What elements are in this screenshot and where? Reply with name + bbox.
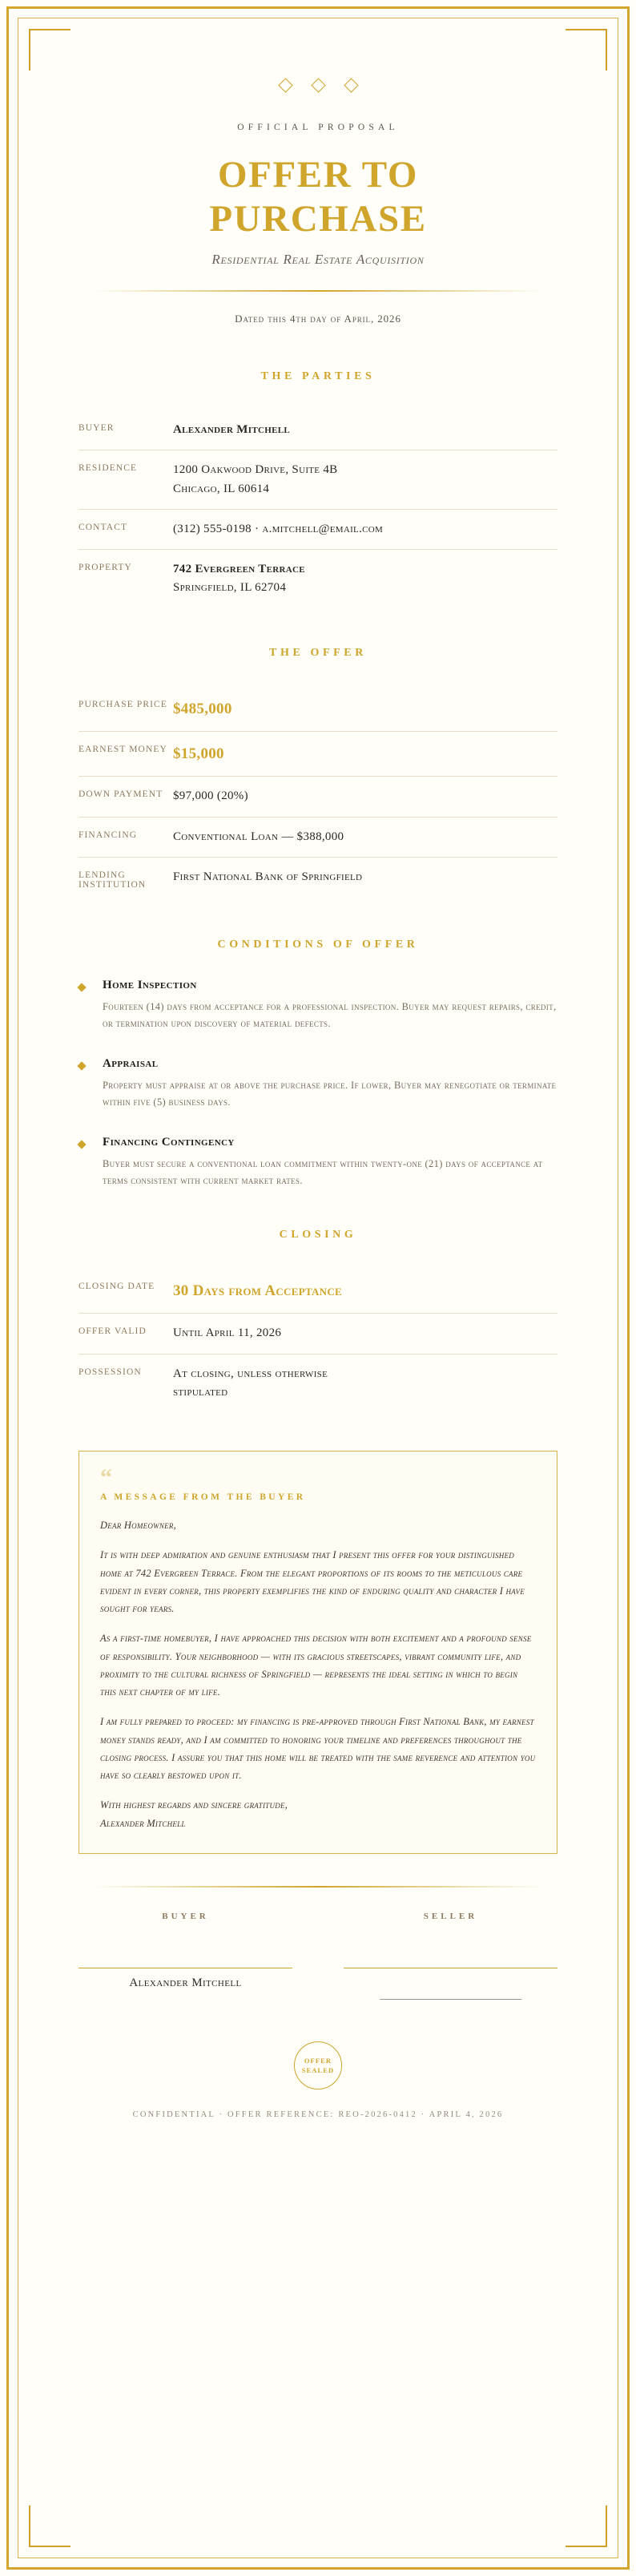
detail-label: OFFER VALID bbox=[78, 1326, 147, 1337]
signature-role-buyer: BUYER bbox=[162, 1911, 209, 1921]
offer-sealed-stamp-icon bbox=[294, 2041, 342, 2089]
diamond-ornament-row bbox=[78, 80, 558, 91]
condition-title: Home Inspection bbox=[103, 978, 197, 991]
section-closing bbox=[78, 1229, 558, 1412]
table-row bbox=[78, 510, 558, 550]
page-title-line-1: OFFER TO bbox=[217, 154, 419, 196]
buyer-message-heading: A MESSAGE FROM THE BUYER bbox=[100, 1492, 306, 1503]
diamond-ornament-icon bbox=[311, 78, 325, 92]
section-heading-parties: THE PARTIES bbox=[260, 370, 376, 383]
detail-value-purchase-price: $485,000 bbox=[173, 700, 232, 717]
detail-value-financing: Conventional Loan — $388,000 bbox=[173, 830, 344, 843]
signature-blank-rule-seller bbox=[380, 1999, 521, 2000]
quote-mark-icon: “ bbox=[100, 1464, 112, 1492]
message-salutation: Dear Homeowner, bbox=[100, 1520, 177, 1532]
gradient-divider-footer bbox=[93, 1886, 543, 1888]
condition-text: Fourteen (14) days from acceptance for a professional inspection. Buyer may request repairs, credit, or termination upon discovery of material defects. bbox=[103, 1000, 557, 1030]
message-paragraph-3: I am fully prepared to proceed: my financing is pre-approved through First National Bank, my earnest money stands ready, and I am committed to honoring your timeline and preferences throughout the closing process. I assure you that this home will be treated with the same reverence and attention you have so clearly bestowed upon it. bbox=[100, 1716, 536, 1782]
section-heading-offer: THE OFFER bbox=[269, 646, 367, 659]
list-item bbox=[78, 1057, 558, 1112]
parties-detail-table bbox=[78, 410, 558, 608]
message-signoff-text: With highest regards and sincere gratitude, bbox=[100, 1799, 288, 1811]
table-row bbox=[78, 858, 558, 900]
seal-line-2: SEALED bbox=[301, 2065, 335, 2074]
section-conditions bbox=[78, 939, 558, 1190]
condition-body bbox=[103, 1057, 558, 1112]
detail-label: PURCHASE PRICE bbox=[78, 699, 167, 709]
condition-body bbox=[103, 1136, 558, 1190]
list-item bbox=[78, 979, 558, 1033]
signature-column-seller bbox=[344, 1912, 558, 2000]
condition-text: Property must appraise at or above the purchase price. If lower, Buyer may renegotiate or terminate within five (5) business days. bbox=[103, 1079, 557, 1108]
table-row bbox=[78, 818, 558, 858]
detail-value-primary: (312) 555-0198 · a.mitchell@email.com bbox=[173, 522, 384, 535]
closing-detail-table bbox=[78, 1269, 558, 1412]
document-subtitle: Residential Real Estate Acquisition bbox=[211, 252, 425, 268]
seal-line-1: OFFER bbox=[304, 2056, 332, 2065]
diamond-bullet-icon bbox=[77, 1061, 86, 1070]
signature-name-seller bbox=[344, 1976, 558, 1994]
detail-label: PROPERTY bbox=[78, 563, 132, 573]
page-title-line-2: PURCHASE bbox=[209, 197, 427, 240]
condition-body bbox=[103, 979, 558, 1033]
detail-value-possession bbox=[173, 1365, 328, 1403]
message-signoff bbox=[100, 1796, 536, 1832]
table-row bbox=[78, 1314, 558, 1354]
buyer-message-card bbox=[78, 1451, 558, 1854]
detail-label: POSSESSION bbox=[78, 1367, 142, 1377]
table-row bbox=[78, 687, 558, 732]
table-row bbox=[78, 1269, 558, 1314]
detail-label: RESIDENCE bbox=[78, 463, 138, 474]
footer-note: CONFIDENTIAL · OFFER REFERENCE: REO-2026-0412 · APRIL 4, 2026 bbox=[132, 2110, 504, 2119]
diamond-bullet-icon bbox=[77, 983, 86, 991]
signature-area bbox=[78, 1886, 558, 2000]
detail-label: BUYER bbox=[78, 423, 115, 434]
detail-value-secondary: stipulated bbox=[173, 1385, 228, 1399]
corner-bracket-bottom-left bbox=[29, 2505, 70, 2547]
detail-value bbox=[173, 560, 305, 598]
detail-value-primary: Alexander Mitchell bbox=[173, 423, 290, 437]
table-row bbox=[78, 1355, 558, 1413]
section-heading-closing: CLOSING bbox=[279, 1228, 357, 1241]
list-item bbox=[78, 1136, 558, 1190]
signature-role-seller: SELLER bbox=[423, 1911, 478, 1921]
table-row bbox=[78, 732, 558, 777]
detail-label: LENDING INSTITUTION bbox=[78, 870, 147, 890]
diamond-ornament-icon bbox=[278, 78, 292, 92]
document-eyebrow: OFFICIAL PROPOSAL bbox=[237, 123, 399, 132]
detail-value-primary: At closing, unless otherwise bbox=[173, 1367, 328, 1380]
section-parties bbox=[78, 370, 558, 608]
diamond-ornament-icon bbox=[344, 78, 358, 92]
detail-label: EARNEST MONEY bbox=[78, 744, 167, 754]
table-row bbox=[78, 410, 558, 450]
section-heading-conditions: CONDITIONS OF OFFER bbox=[217, 938, 419, 951]
detail-value-down-payment: $97,000 (20%) bbox=[173, 789, 248, 803]
signature-grid bbox=[78, 1912, 558, 2000]
detail-value bbox=[173, 461, 337, 499]
table-row bbox=[78, 450, 558, 510]
detail-value bbox=[173, 520, 383, 539]
corner-bracket-bottom-right bbox=[566, 2505, 607, 2547]
detail-label: CONTACT bbox=[78, 522, 128, 532]
message-paragraph-2: As a first-time homebuyer, I have approached this decision with both excitement and a profound sense of responsibility. Your neighborhood — with its gracious streetscapes, vibrant community life, and proximity to the cultural richness of Springfield — represents the ideal setting in which to begin this next chapter of my life. bbox=[100, 1633, 532, 1698]
detail-value-offer-valid: Until April 11, 2026 bbox=[173, 1326, 282, 1340]
condition-title: Appraisal bbox=[103, 1056, 159, 1070]
signature-column-buyer bbox=[78, 1912, 292, 2000]
offer-detail-table bbox=[78, 687, 558, 900]
detail-value-primary: 1200 Oakwood Drive, Suite 4B bbox=[173, 463, 338, 477]
section-offer bbox=[78, 647, 558, 900]
detail-value-primary: 742 Evergreen Terrace bbox=[173, 563, 305, 576]
detail-label: CLOSING DATE bbox=[78, 1281, 155, 1291]
detail-value-lending-institution: First National Bank of Springfield bbox=[173, 870, 363, 883]
detail-value bbox=[173, 421, 290, 439]
detail-value-closing-date: 30 Days from Acceptance bbox=[173, 1282, 342, 1299]
condition-text: Buyer must secure a conventional loan commitment within twenty-one (21) days of acceptance at terms consistent with current market rates. bbox=[103, 1157, 543, 1187]
detail-value-earnest-money: $15,000 bbox=[173, 745, 224, 762]
detail-label: FINANCING bbox=[78, 830, 138, 840]
detail-value-secondary: Chicago, IL 60614 bbox=[173, 482, 270, 495]
message-signoff-name: Alexander Mitchell bbox=[100, 1817, 186, 1829]
detail-value-secondary: Springfield, IL 62704 bbox=[173, 581, 287, 595]
detail-label: DOWN PAYMENT bbox=[78, 789, 163, 800]
signature-name-buyer: Alexander Mitchell bbox=[129, 1976, 242, 1989]
page-title bbox=[78, 153, 558, 240]
table-row bbox=[78, 777, 558, 817]
document-date: Dated this 4th day of April, 2026 bbox=[235, 313, 401, 325]
diamond-bullet-icon bbox=[77, 1140, 86, 1149]
table-row bbox=[78, 550, 558, 608]
gradient-divider bbox=[93, 290, 543, 292]
seal-wrapper bbox=[78, 2041, 558, 2089]
condition-title: Financing Contingency bbox=[103, 1135, 235, 1149]
message-paragraph-1: It is with deep admiration and genuine enthusiasm that I present this offer for your distinguished home at 742 Evergreen Terrace. From the elegant proportions of its rooms to the meticulous care evident in every corner, this property exemplifies the kind of enduring quality and character I have sought for years. bbox=[100, 1549, 525, 1615]
